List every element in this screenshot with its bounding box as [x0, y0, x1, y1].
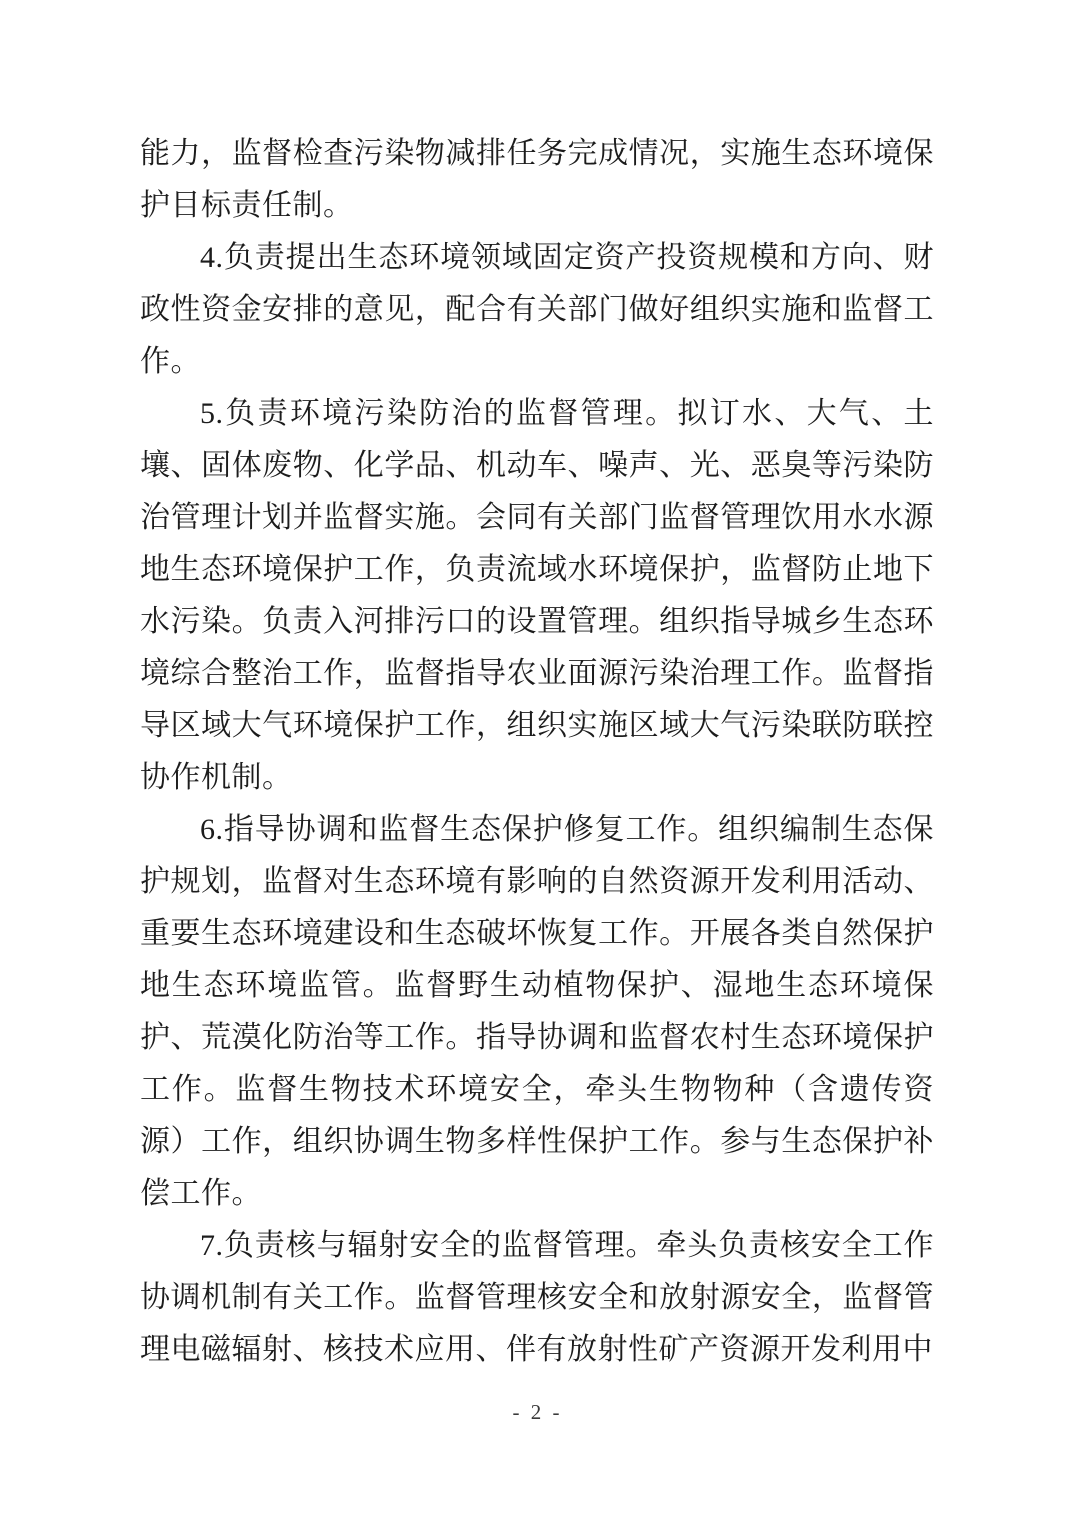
paragraph-continuation: 能力，监督检查污染物减排任务完成情况，实施生态环境保护目标责任制。 — [140, 137, 934, 222]
body-text — [140, 128, 934, 1376]
paragraph-item-6: 6.指导协调和监督生态保护修复工作。组织编制生态保护规划，监督对生态环境有影响的自然资源开发利用活动、重要生态环境建设和生态破坏恢复工作。开展各类自然保护地生态环境监管。监督野生动植物保护、湿地生态环境保护、荒漠化防治等工作。指导协调和监督农村生态环境保护工作。监督生物技术环境安全，牵头生物物种（含遗传资源）工作，组织协调生物多样性保护工作。参与生态保护补偿工作。 — [140, 813, 934, 1210]
paragraph-item-5: 5.负责环境污染防治的监督管理。拟订水、大气、土壤、固体废物、化学品、机动车、噪声、光、恶臭等污染防治管理计划并监督实施。会同有关部门监督管理饮用水水源地生态环境保护工作，负责流域水环境保护，监督防止地下水污染。负责入河排污口的设置管理。组织指导城乡生态环境综合整治工作，监督指导农业面源污染治理工作。监督指导区域大气环境保护工作，组织实施区域大气污染联防联控协作机制。 — [140, 397, 934, 794]
paragraph-item-7: 7.负责核与辐射安全的监督管理。牵头负责核安全工作协调机制有关工作。监督管理核安全和放射源安全，监督管理电磁辐射、核技术应用、伴有放射性矿产资源开发利用中 — [140, 1229, 934, 1366]
paragraph-item-4: 4.负责提出生态环境领域固定资产投资规模和方向、财政性资金安排的意见，配合有关部门做好组织实施和监督工作。 — [140, 241, 934, 378]
page-number: - 2 - — [512, 1400, 563, 1424]
